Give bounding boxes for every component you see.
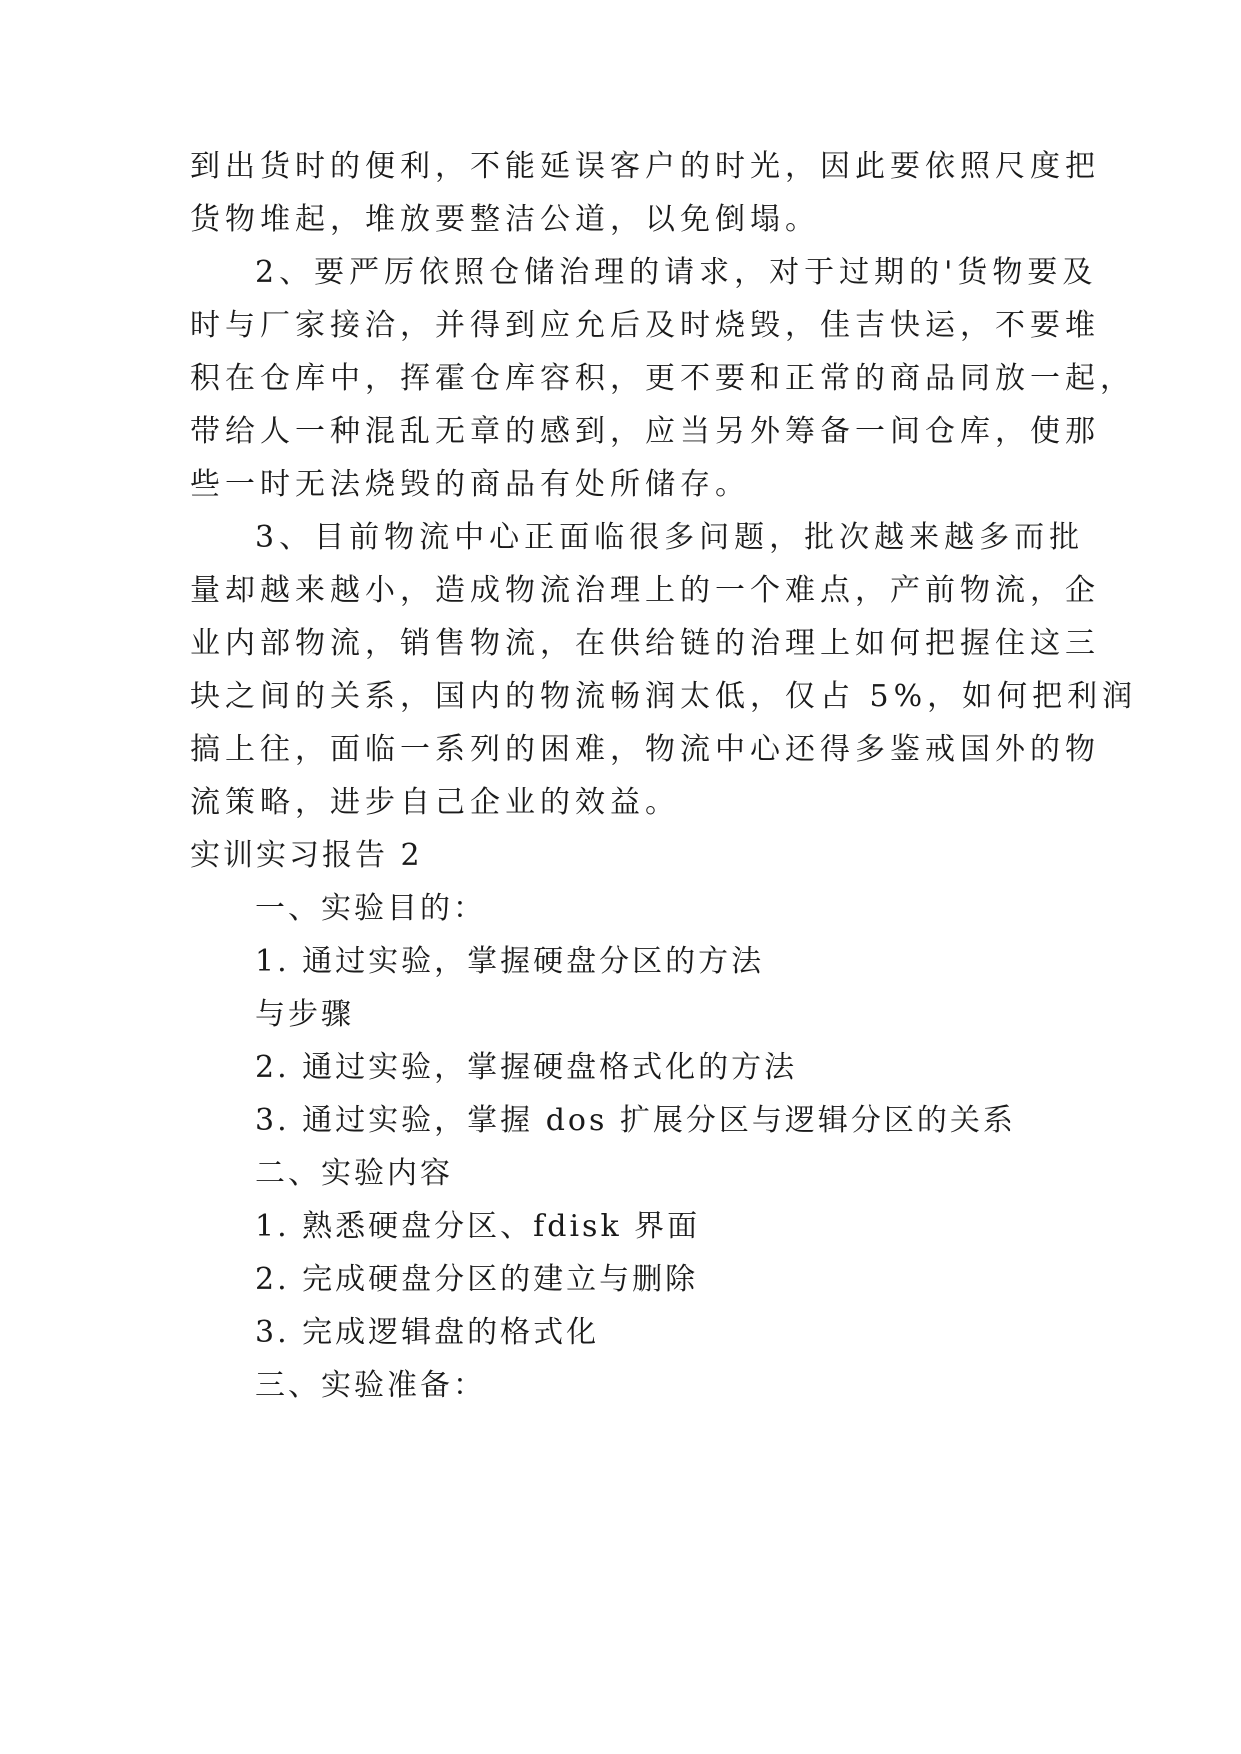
- paragraph-3-line-4: 块之间的关系，国内的物流畅润太低，仅占 5%，如何把利润: [190, 679, 1138, 714]
- list-item: 2. 通过实验，掌握硬盘格式化的方法: [255, 1050, 798, 1085]
- list-item: 1. 通过实验，掌握硬盘分区的方法: [255, 944, 765, 979]
- paragraph-3-line-5: 搞上往，面临一系列的困难，物流中心还得多鉴戒国外的物: [190, 732, 1100, 767]
- paragraph-2-line-2: 时与厂家接洽，并得到应允后及时烧毁，佳吉快运，不要堆: [190, 308, 1100, 343]
- paragraph-2-line-1: 2、要严厉依照仓储治理的请求，对于过期的'货物要及: [255, 255, 1098, 290]
- list-item: 二、实验内容: [255, 1156, 453, 1191]
- paragraph-1-line-2: 货物堆起，堆放要整洁公道，以免倒塌。: [190, 202, 820, 237]
- list-item: 与步骤: [255, 997, 354, 1032]
- paragraph-3-line-2: 量却越来越小，造成物流治理上的一个难点，产前物流，企: [190, 573, 1100, 608]
- paragraph-1-line-1: 到出货时的便利，不能延误客户的时光，因此要依照尺度把: [190, 149, 1100, 184]
- paragraph-2-line-5: 些一时无法烧毁的商品有处所储存。: [190, 467, 750, 502]
- list-item: 2. 完成硬盘分区的建立与删除: [255, 1262, 699, 1297]
- paragraph-3-line-3: 业内部物流，销售物流，在供给链的治理上如何把握住这三: [190, 626, 1100, 661]
- paragraph-3-line-1: 3、目前物流中心正面临很多问题，批次越来越多而批: [255, 520, 1085, 555]
- list-item: 三、实验准备：: [255, 1368, 486, 1403]
- section-title: 实训实习报告 2: [190, 838, 423, 873]
- list-item: 1. 熟悉硬盘分区、fdisk 界面: [255, 1209, 701, 1244]
- list-item: 3. 完成逻辑盘的格式化: [255, 1315, 600, 1350]
- list-item: 3. 通过实验，掌握 dos 扩展分区与逻辑分区的关系: [255, 1103, 1016, 1138]
- paragraph-2-line-3: 积在仓库中，挥霍仓库容积，更不要和正常的商品同放一起，: [190, 361, 1135, 396]
- paragraph-2-line-4: 带给人一种混乱无章的感到，应当另外筹备一间仓库，使那: [190, 414, 1100, 449]
- paragraph-3-line-6: 流策略，进步自己企业的效益。: [190, 785, 680, 820]
- list-item: 一、实验目的：: [255, 891, 486, 926]
